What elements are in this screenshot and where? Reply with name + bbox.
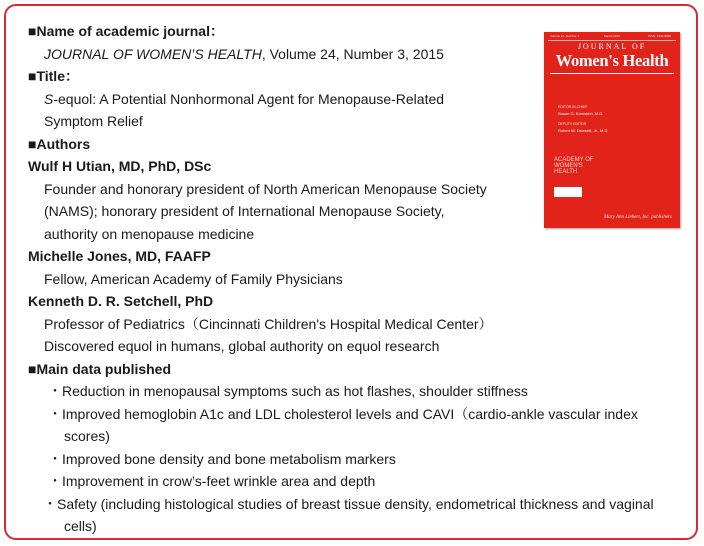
cover-title-rule [550, 73, 674, 74]
cover-academy-line2: WOMEN'S [554, 163, 583, 169]
cover-editor-name: Susan G. Kornstein, M.D. [558, 111, 604, 116]
cover-deputy-label: DEPUTY EDITOR [558, 122, 587, 126]
bullet-item: cells) [64, 518, 97, 534]
text-line: Professor of Pediatrics（Cincinnati Children's Hospital Medical Center） [44, 315, 493, 332]
text-line: Fellow, American Academy of Family Physicians [44, 270, 343, 287]
text-line: Discovered equol in humans, global authority on equol research [44, 338, 440, 354]
bullet-item: ・Improvement in crow’s-feet wrinkle area and depth [48, 473, 376, 489]
section-heading: Michelle Jones, MD, FAAFP [28, 248, 211, 264]
italic-text: S [44, 90, 54, 107]
cover-academy-line3: HEALTH [554, 169, 578, 175]
cover-title: Women's Health [555, 51, 669, 70]
line-text: -equol: A Potential Nonhormonal Agent for Menopause-Related [53, 90, 445, 107]
cover-deputy-name: Robert W. Dowsett, Jr., M.D. [558, 128, 609, 133]
cover-date: March 2015 [604, 34, 620, 38]
text-line: authority on menopause medicine [44, 225, 255, 242]
section-heading: ■Name of academic journal： [28, 23, 224, 39]
italic-text: JOURNAL OF WOMEN’S HEALTH [44, 45, 262, 62]
cover-academy-line1: ACADEMY OF [554, 157, 594, 163]
cover-volume: Volume 24, Number 3 [550, 34, 580, 38]
section-heading: Kenneth D. R. Setchell, PhD [28, 293, 214, 309]
text-line: (NAMS); honorary president of International Menopause Society, [44, 203, 445, 219]
cover-logo-box [554, 187, 582, 197]
section-heading: ■Main data published [28, 360, 172, 377]
cover-journal-of: JOURNAL OF [577, 42, 647, 51]
bullet-item: ・Reduction in menopausal symptoms such as hot flashes, shoulder stiffness [48, 383, 528, 399]
section-heading: Wulf H Utian, MD, PhD, DSc [28, 158, 212, 174]
bullet-item: ・Improved bone density and bone metabolism markers [48, 450, 396, 467]
text-line: Symptom Relief [44, 113, 143, 129]
text-line: Founder and honorary president of North American Menopause Society [44, 180, 487, 197]
section-heading: ■Authors [28, 135, 91, 152]
bullet-item: ・Improved hemoglobin A1c and LDL cholesterol levels and CAVI（cardio-ankle vascular index [48, 405, 638, 422]
cover-publisher: Mary Ann Liebert, Inc. publishers [604, 215, 672, 220]
journal-cover-image [544, 32, 680, 228]
bullet-item: scores) [64, 428, 110, 444]
cover-editor-label: EDITOR-IN-CHIEF [558, 105, 588, 109]
section-heading: ■Title： [28, 68, 79, 84]
bullet-item: ・Safety (including histological studies of breast tissue density, endometrical thickness and vaginal [43, 495, 654, 512]
cover-issn: ISSN: 1540-9996 [648, 34, 672, 38]
cover-academy-text [554, 157, 594, 175]
line-text: , Volume 24, Number 3, 2015 [261, 45, 444, 62]
